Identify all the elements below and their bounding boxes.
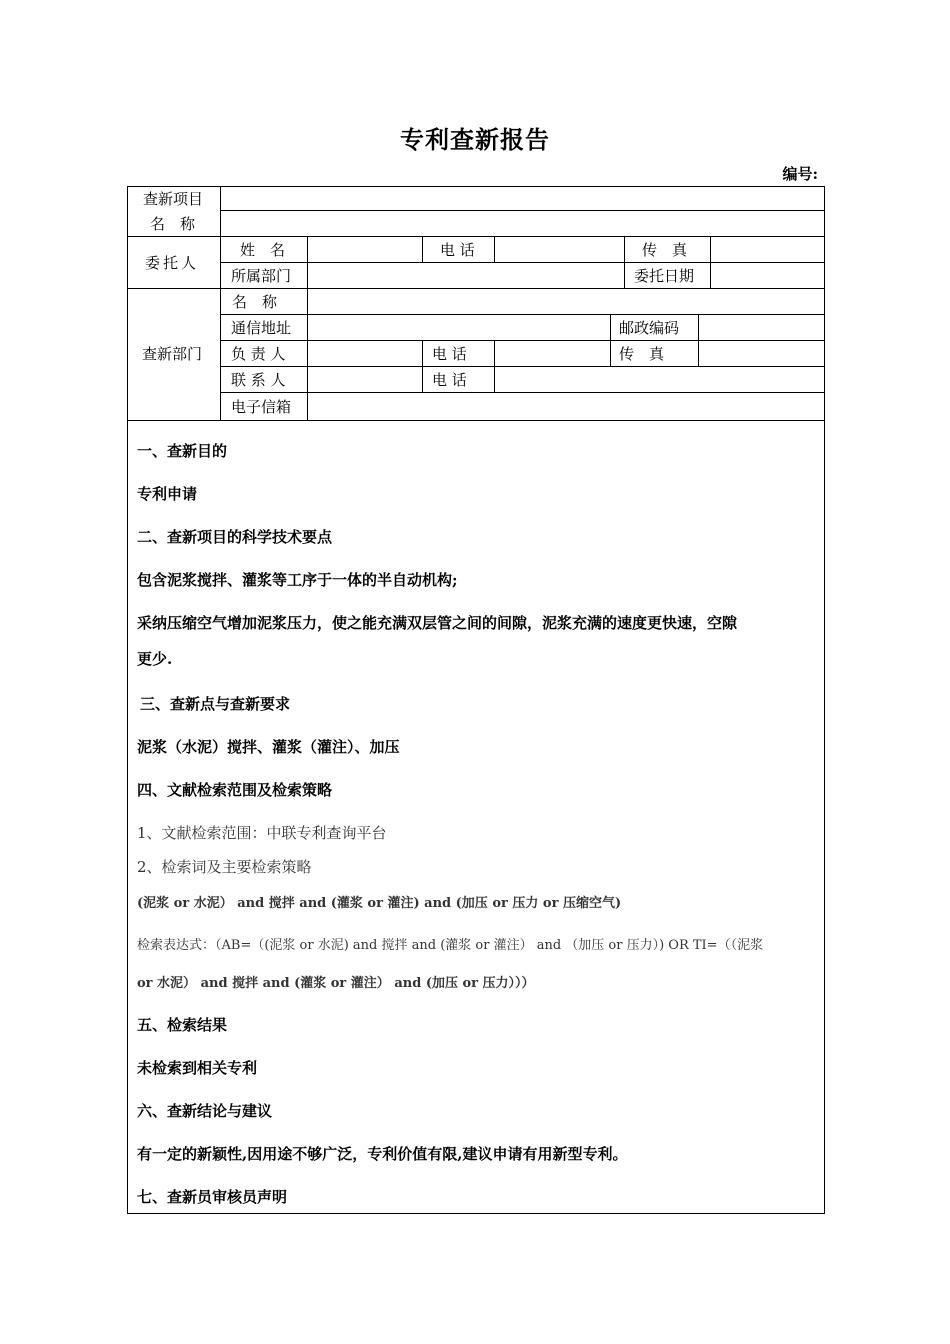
client-dept-label: 所属部门 [231, 267, 292, 285]
dept-name-label: 名 称 [232, 293, 278, 311]
section-heading: 二、查新项目的科学技术要点 [137, 528, 333, 546]
project-name-label: 查新项目 [143, 190, 204, 208]
page-title: 专利查新报告 [400, 125, 550, 154]
dept-fax-label: 传 真 [619, 345, 665, 363]
dept-email-label: 电子信箱 [231, 398, 292, 416]
dept-postcode-label: 邮政编码 [619, 319, 680, 337]
section-heading: 五、检索结果 [137, 1016, 228, 1034]
section-text: 2、检索词及主要检索策略 [137, 858, 312, 876]
dept-head-phone-label: 电 话 [432, 345, 467, 363]
col-divider [610, 314, 611, 366]
section-text: 1、文献检索范围：中联专利查询平台 [137, 824, 387, 842]
search-expression-text: 检索表达式：（AB=（(泥浆 or 水泥) and 搅拌 and (灌浆 or 灌注） and （加压 or 压力）) OR TI=（（泥浆 [137, 938, 764, 953]
col-divider [494, 340, 495, 392]
search-terms: (泥浆 or 水泥） and 搅拌 and (灌浆 or 灌注) and (加压 or 压力 or 压缩空气) [137, 896, 622, 911]
section-text: 有一定的新颖性,因用途不够广泛，专利价值有限,建议申请有用新型专利。 [137, 1145, 628, 1163]
section-text: 未检索到相关专利 [137, 1059, 258, 1077]
section-heading: 一、查新目的 [137, 442, 228, 460]
client-phone-label: 电 话 [440, 241, 475, 259]
client-label: 委托人 [145, 254, 200, 272]
row-divider [220, 314, 825, 315]
section-text: 包含泥浆搅拌、灌浆等工序于一体的半自动机构; [137, 571, 458, 589]
dept-head-label: 负 责 人 [231, 345, 286, 363]
section-heading: 四、文献检索范围及检索策略 [137, 781, 333, 799]
dept-address-label: 通信地址 [231, 319, 292, 337]
client-fax-label: 传 真 [642, 241, 688, 259]
row-divider [220, 392, 825, 393]
project-name-label: 名 称 [150, 215, 196, 233]
col-divider [710, 236, 711, 288]
search-expression [137, 934, 763, 953]
section-heading: 七、查新员审核员声明 [137, 1188, 288, 1206]
section-text: 采纳压缩空气增加泥浆压力，使之能充满双层管之间的间隙，泥浆充满的速度更快速，空隙 [137, 614, 738, 632]
col-divider [220, 186, 221, 420]
row-divider [220, 262, 825, 263]
dept-contact-label: 联 系 人 [231, 371, 286, 389]
row-divider [220, 340, 825, 341]
client-date-label: 委托日期 [634, 267, 695, 285]
serial-number-label: 编号: [782, 165, 818, 183]
dept-contact-phone-label: 电 话 [432, 371, 467, 389]
row-divider [220, 366, 825, 367]
col-divider [307, 236, 308, 288]
col-divider [422, 236, 423, 262]
client-name-label: 姓 名 [240, 241, 286, 259]
section-text: 泥浆（水泥）搅拌、灌浆（灌注）、加压 [137, 738, 400, 756]
col-divider [422, 340, 423, 392]
section-text: 更少. [137, 650, 173, 668]
section-heading: 三、查新点与查新要求 [140, 695, 291, 713]
row-divider [220, 210, 825, 211]
dept-label: 查新部门 [142, 345, 203, 363]
col-divider [624, 236, 625, 288]
row-divider [127, 420, 825, 421]
col-divider [494, 236, 495, 262]
section-heading: 六、查新结论与建议 [137, 1102, 273, 1120]
row-divider [127, 236, 825, 237]
search-expression-cont: or 水泥） and 搅拌 and (灌浆 or 灌注） and (加压 or 压力））） [137, 976, 535, 991]
section-text: 专利申请 [137, 485, 198, 503]
col-divider [698, 314, 699, 366]
row-divider [127, 288, 825, 289]
col-divider [307, 288, 308, 420]
